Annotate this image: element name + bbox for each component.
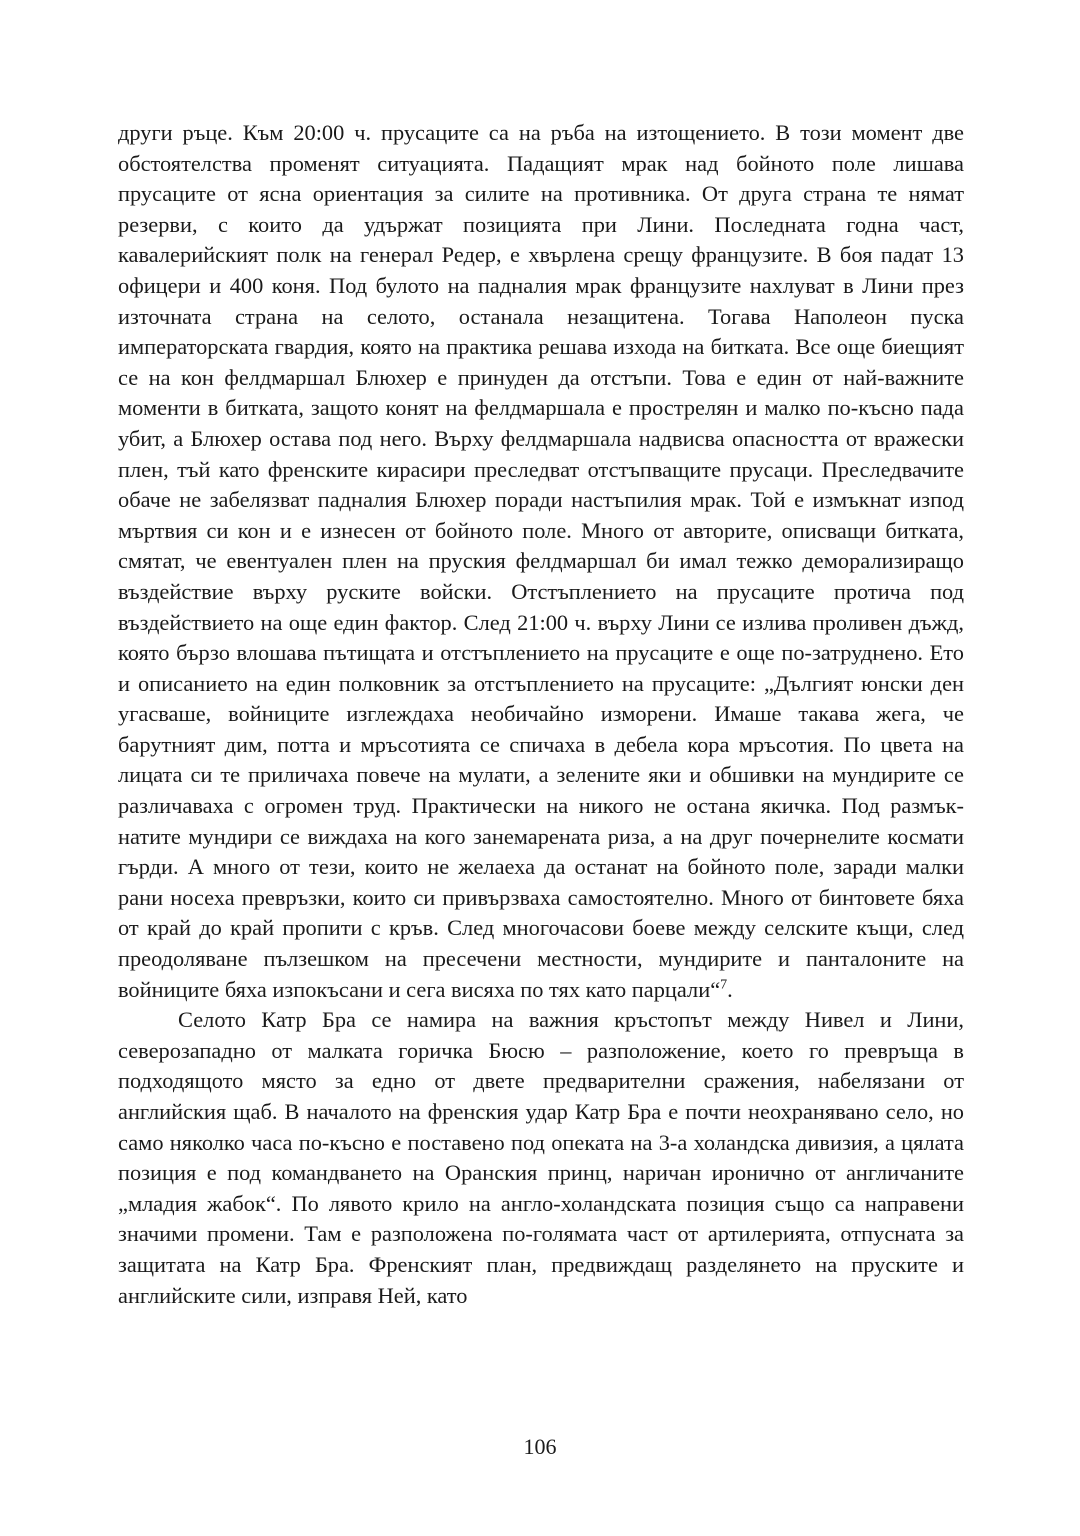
paragraph-1-end: .	[727, 976, 733, 1002]
paragraph-1-text: други ръце. Към 20:00 ч. прусаците са на ръба на изтощението. В този момент две обстоятелства променят ситуацията. Падащият мрак над бойното поле лишава прусаците от ясна ориентация за силите на противника. От друга страна те нямат резерви, с които да удържат позицията при Лини. Последната годна част, кавалерийският полк на генерал Редер, е хвърлена срещу французите. В боя падат 13 офицери и 400 коня. Под булото на падналия мрак французите нахлуват в Лини през източната страна на селото, останала незащитена. Тогава Наполеон пуска императорската гвардия, която на практика решава изхода на битката. Все още биещият се на кон фелдмаршал Блюхер е принуден да отстъпи. Това е един от най-важните моменти в битката, защото конят на фелдмаршала е прострелян и малко по-късно пада убит, а Блюхер остава под него. Върху фелдмаршала надвисва опасността от вражески плен, тъй като френските кирасири преследват отстъпващите прусаци. Преследвачите обаче не забелязват падналия Блюхер поради настъпилия мрак. Той е измъкнат изпод мъртвия си кон и е изнесен от бойното поле. Много от авторите, описващи битката, смятат, че евентуален плен на пруския фелдмаршал би имал тежко деморализиращо въздействие върху руските войски. Отстъплението на прусаците протича под въздействието на още един фактор. След 21:00 ч. върху Лини се излива проливен дъжд, която бързо влошава пътищата и отстъплението на прусаците е още по-затруднено. Ето и описанието на един полковник за отстъплението на прусаците: „Дългият юнски ден угасваше, войниците изглеждаха необичайно изморени. Имаше такава жега, че барутният дим, потта и мръсотията се спичаха в дебела кора мръсотия. По цвета на лицата си те приличаха повече на мулати, а зелените яки и обшивки на мундирите се различаваха с огромен труд. Практически на никого не остана якичка. Под размъкнатите мундири се виждаха на кого занемарената риза, а на друг почернелите космати гърди. А много от тези, които не желаеха да останат на бойното поле, заради малки рани носеха превръзки, които си привързваха самостоятелно. Много от бинтовете бяха от край до край пропити с кръв. След многочасови боеве между селските къщи, след преодоляване пълзешком на пресечени местности, мундирите и панталоните на войниците бяха изпокъсани и сега висяха по тях като парцали“	[118, 120, 964, 1002]
footnote-reference[interactable]: 7	[720, 977, 728, 993]
paragraph-2-text: Селото Катр Бра се намира на важния кръстопът между Нивел и Лини, северозападно от малката горичка Бюсю – разположение, което го превръща в подходящото място за едно от двете предварителни сражения, набелязани от английския щаб. В началото на френския удар Катр Бра е почти неохранявано село, но само няколко часа по-късно е поставено под опеката на 3-а холандска дивизия, а цялата позиция е под командването на Оранския принц, наричан иронично от англичаните „младия жабок“. По лявото крило на англо-холандската позиция също са направени значими промени. Там е разположена по-голямата част от артилерията, отпусната за защитата на Катр Бра. Френският план, предвиждащ разделянето на пруските и английските сили, изправя Ней, като	[118, 1007, 964, 1308]
paragraph-2	[118, 1005, 964, 1311]
body-text	[118, 118, 964, 1311]
paragraph-1	[118, 118, 964, 1005]
page-number: 106	[523, 1434, 557, 1459]
